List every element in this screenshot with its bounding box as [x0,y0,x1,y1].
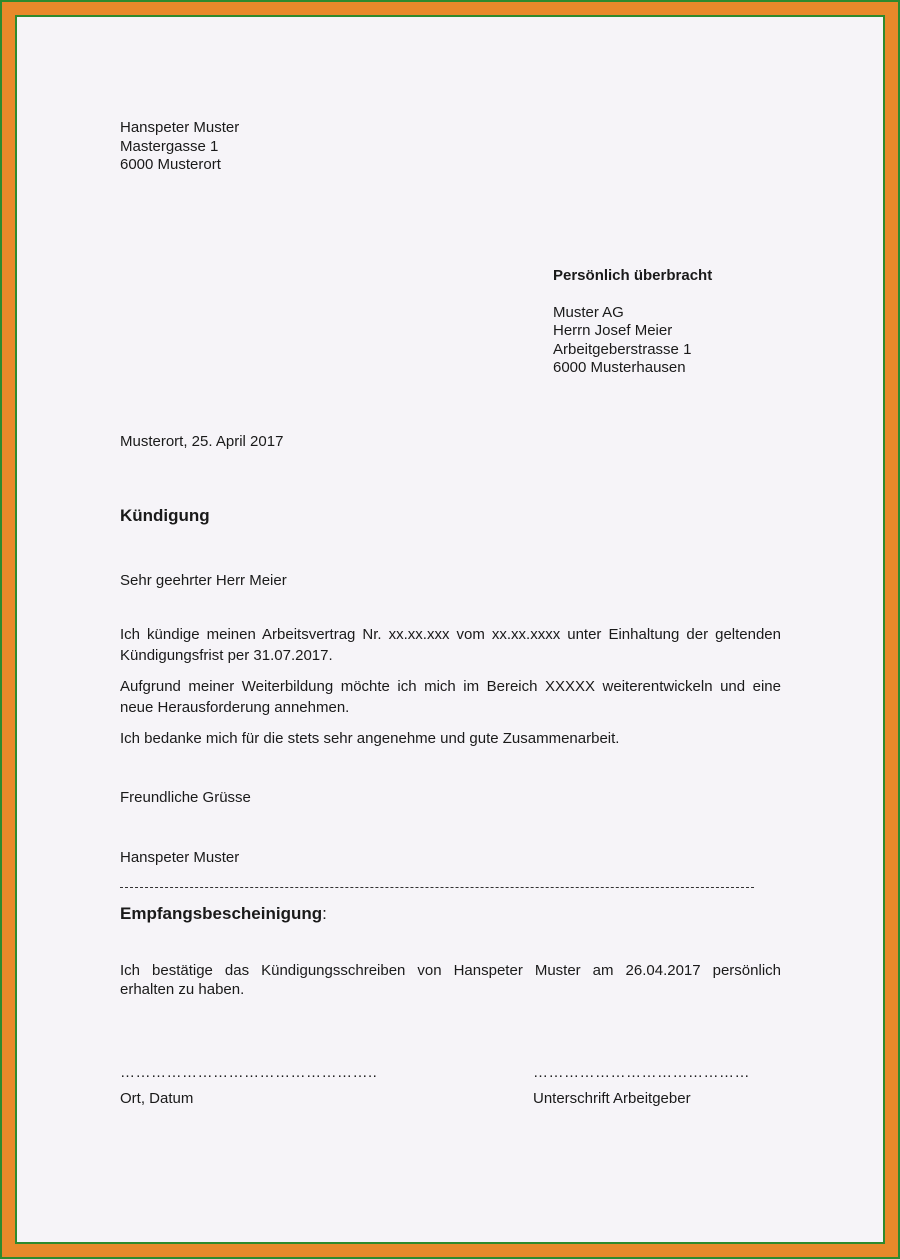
body-p2-line1: Aufgrund meiner Weiterbildung möchte ich mich im Bereich XXXXX weiterentwickeln und eine [120,678,781,695]
delivery-note: Persönlich überbracht [553,267,713,284]
sender-city: 6000 Musterort [120,156,221,173]
body-p1-line1: Ich kündige meinen Arbeitsvertrag Nr. xx.xx.xxx vom xx.xx.xxxx unter Einhaltung der geltenden [120,626,781,643]
body-p2-line2: neue Herausforderung annehmen. [120,698,350,716]
closing-text: Freundliche Grüsse [120,789,251,806]
recipient-address [553,267,712,378]
receipt-line2: erhalten zu haben. [120,980,245,998]
subject-text: Kündigung [120,506,210,525]
right-signature-label [533,1090,691,1109]
body-paragraph-2 [120,678,781,717]
recipient-city: 6000 Musterhausen [553,359,686,376]
body-p3-text: Ich bedanke mich für die stets sehr angenehme und gute Zusammenarbeit. [120,730,620,747]
sender-address [120,119,239,175]
left-label-text: Ort, Datum [120,1090,194,1107]
recipient-street: Arbeitgeberstrasse 1 [553,340,692,358]
signature-name-text: Hanspeter Muster [120,849,240,866]
place-date-text: Musterort, 25. April 2017 [120,433,284,450]
left-dots-text: ………………………………………….. [120,1064,378,1081]
cut-line-divider [120,887,754,888]
signature-name [120,849,239,868]
sender-name: Hanspeter Muster [120,119,240,136]
body-paragraph-1 [120,626,781,665]
receipt-text [120,962,781,999]
sender-street: Mastergasse 1 [120,137,219,155]
left-signature-dots [120,1064,377,1083]
receipt-title-colon: : [322,904,327,923]
recipient-person: Herrn Josef Meier [553,322,673,339]
recipient-company: Muster AG [553,303,624,321]
closing [120,789,251,808]
place-date [120,433,283,452]
salutation [120,572,287,591]
subject [120,507,210,526]
right-signature-dots [533,1064,750,1083]
salutation-text: Sehr geehrter Herr Meier [120,572,287,589]
right-dots-text: …………………………………… [533,1064,750,1081]
body-p1-line2: Kündigungsfrist per 31.07.2017. [120,646,333,664]
receipt-line1: Ich bestätige das Kündigungsschreiben von Hanspeter Muster am 26.04.2017 persönlich [120,962,781,979]
left-signature-label [120,1090,193,1109]
receipt-title-text: Empfangsbescheinigung [120,904,323,923]
receipt-title [120,905,327,924]
right-label-text: Unterschrift Arbeitgeber [533,1090,691,1107]
body-paragraph-3 [120,730,619,749]
